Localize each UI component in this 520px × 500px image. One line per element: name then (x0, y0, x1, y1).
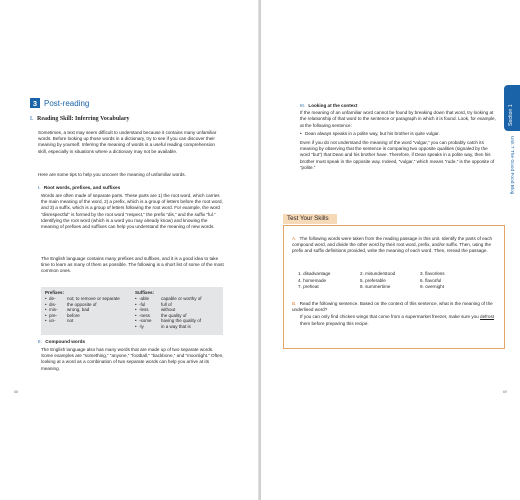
suffix-row: • -less without (135, 307, 221, 313)
suffix-row: • -able capable or worthy of (135, 296, 221, 302)
item-b-paragraph: The English language also has many words that are made up of two separate words. Some examples are “something,” “anyone,” “football,” “backbone,” and “moonlight.” Often, looking at a word as a combination of two separate words can help you arrive at its meaning. (41, 347, 224, 371)
item-c-block (300, 103, 498, 171)
suffix-form: -less (139, 307, 149, 313)
exercise-b-label: B. (292, 301, 297, 306)
section-tab (504, 85, 520, 131)
item-b-title: Compound words (45, 339, 86, 344)
word-list-item: 5. preferable (360, 277, 386, 283)
test-your-skills-box (283, 225, 505, 349)
section-number-badge: 3 (30, 98, 40, 108)
suffix-meaning: capable or worthy of (161, 296, 202, 302)
prefix-meaning: the opposite of (67, 301, 97, 307)
suffix-meaning: without (161, 307, 176, 313)
section-title: Post-reading (44, 98, 90, 108)
example-sentence: • Dean always speaks in a polite way, but his brother is quite vulgar. (300, 130, 440, 136)
section-heading (30, 98, 89, 108)
suffix-column (135, 290, 221, 330)
word-list-item: 3. flavorless (420, 271, 445, 276)
tips-paragraph: Here are some tips to help you uncover the meaning of unfamiliar words. (38, 172, 186, 177)
prefix-form: un- (49, 318, 56, 324)
affix-table (41, 287, 223, 335)
item-b-label: II. (38, 339, 42, 344)
prefix-meaning: not; to remove or separate (67, 296, 120, 302)
item-c-paragraph-2: Even if you do not understand the meaning of the word “vulgar,” you can probably catch its meaning by observing that the sentence is comparing two opposite qualities (signaled by the word “but”) that Dean and his brother have. Therefore, if Dean speaks in a polite way, then his brother must speak in the opposite way. Indeed, “vulgar,” which means “rude,” is the opposite of “polite.” (300, 140, 495, 170)
item-c-paragraph-1: If the meaning of an unfamiliar word cannot be found by breaking down that word, try looking at the relationship of that word to the sentence or paragraph in which it is found. Look, for example, at the following sentence: (300, 110, 496, 128)
unit-running-head: Unit 7 The Good Food Blog (509, 136, 514, 195)
suffix-form: -ness (139, 312, 151, 318)
prefix-meaning: not (67, 318, 74, 324)
exercise-b-question (292, 301, 499, 313)
subsection-title: Reading Skill: Inferring Vocabulary (37, 116, 130, 122)
suffix-meaning: in a way that is (161, 324, 191, 330)
suffix-form: -able (139, 296, 150, 302)
word-list-item: 4. homemade (298, 277, 327, 283)
prefix-form: dis- (49, 301, 57, 307)
word-list-item: 9. overnight (420, 284, 445, 290)
suffix-meaning: the quality of (161, 312, 187, 318)
prefix-heading: Prefixes: (45, 290, 65, 295)
exercise-a-label: A. (292, 236, 297, 241)
exercise-b (292, 301, 499, 327)
suffix-row: • -ness the quality of (135, 313, 221, 319)
prefix-row: • un- not (45, 318, 129, 324)
suffix-meaning: full of (161, 301, 172, 307)
suffix-form: -ful (139, 301, 146, 307)
item-a-paragraph-2: The English language contains many prefixes and suffixes, and it is a good idea to take time to learn as many of them as possible. The following is a short list of some of the most common ones. (41, 256, 224, 274)
prefix-row: • mis- wrong, bad (45, 307, 129, 313)
suffix-form: -some (139, 318, 152, 324)
item-c-heading (300, 103, 498, 109)
prefix-column (45, 290, 129, 324)
intro-paragraph: Sometimes, a text may seem difficult to understand because it contains many unfamiliar words. Before looking up those words in a dictionary, try to see if you can discover their meaning by yourself. Inferring the meaning of words is a useful reading comprehension skill, especially in situations where a dictionary may not be available. (38, 130, 217, 154)
prefix-row: • pre- before (45, 313, 129, 319)
item-a-title: Root words, prefixes, and suffixes (43, 185, 121, 190)
item-c-title: Looking at the context (308, 103, 358, 108)
subsection-heading (30, 116, 130, 122)
word-list (298, 271, 488, 291)
suffix-meaning: having the quality of (161, 318, 202, 324)
item-c-label: III. (300, 103, 306, 108)
item-b-heading (38, 339, 85, 344)
section-tab-label: Section 1 (508, 104, 514, 126)
suffix-heading: Suffixes: (135, 290, 155, 295)
item-a-paragraph-1: Words are often made of separate parts. These parts are 1) the root word, which carries the main meaning of the word, 2) a prefix, which is a group of letters before the root word, and 3) a suffix, which is a group of letters following the root word. For example, the word “disrespectful” is formed by the root word “respect,” the prefix “dis,” and the suffix “ful.” Identifying the root word (which is a word you may already know) and knowing the meaning of prefixes and suffixes can help you understand the meaning of new words. (41, 193, 223, 230)
word-list-item: 6. flavorful (420, 277, 442, 283)
left-page-number: 68 (14, 390, 18, 394)
word-list-item: 2. misunderstood (360, 271, 396, 276)
exercise-a-instructions: The following words were taken from the reading passage in this unit. Identify the parts of each compound word, and divide the other word by their root word, prefix, and/or suffix. Then, using the prefix and suffix definitions provided, write the meaning of each word. Then, reread the passage. (292, 236, 493, 254)
suffix-row: • -some having the quality of (135, 318, 221, 324)
suffix-form: -ly (139, 324, 144, 330)
underlined-word: defrost (480, 314, 495, 320)
item-a-label: I. (38, 185, 41, 190)
prefix-meaning: wrong, bad (67, 307, 90, 313)
prefix-row: • dis- the opposite of (45, 302, 129, 308)
subsection-number: I. (30, 116, 34, 122)
word-list-item: 8. summertime (360, 284, 391, 290)
exercise-b-sentence-end: them before preparing this recipe. (300, 320, 369, 326)
left-page (0, 0, 259, 500)
word-list-item: 1. disadvantage (298, 271, 331, 276)
example-sentence-text: Dean always speaks in a polite way, but his brother is quite vulgar. (305, 130, 440, 136)
right-page-number: 69 (503, 390, 507, 394)
prefix-form: mis- (49, 307, 58, 313)
prefix-row: • de- not; to remove or separate (45, 296, 129, 302)
prefix-meaning: before (67, 312, 80, 318)
suffix-row: • -ful full of (135, 302, 221, 308)
word-list-item: 7. preheat (298, 284, 319, 290)
exercise-b-sentence (292, 314, 499, 326)
test-your-skills-title: Test Your Skills (283, 214, 337, 224)
suffix-row: • -ly in a way that is (135, 324, 221, 330)
prefix-form: pre- (49, 312, 58, 318)
exercise-b-sentence-start: If you can only find chicken wings that come from a supermarket freezer, make sure you (300, 314, 481, 320)
item-a-heading (38, 185, 120, 190)
prefix-form: de- (49, 296, 56, 302)
exercise-b-instructions: Read the following sentence. Based on the context of this sentence, what is the meaning of the underlined word? (292, 301, 493, 313)
exercise-a (292, 236, 499, 255)
